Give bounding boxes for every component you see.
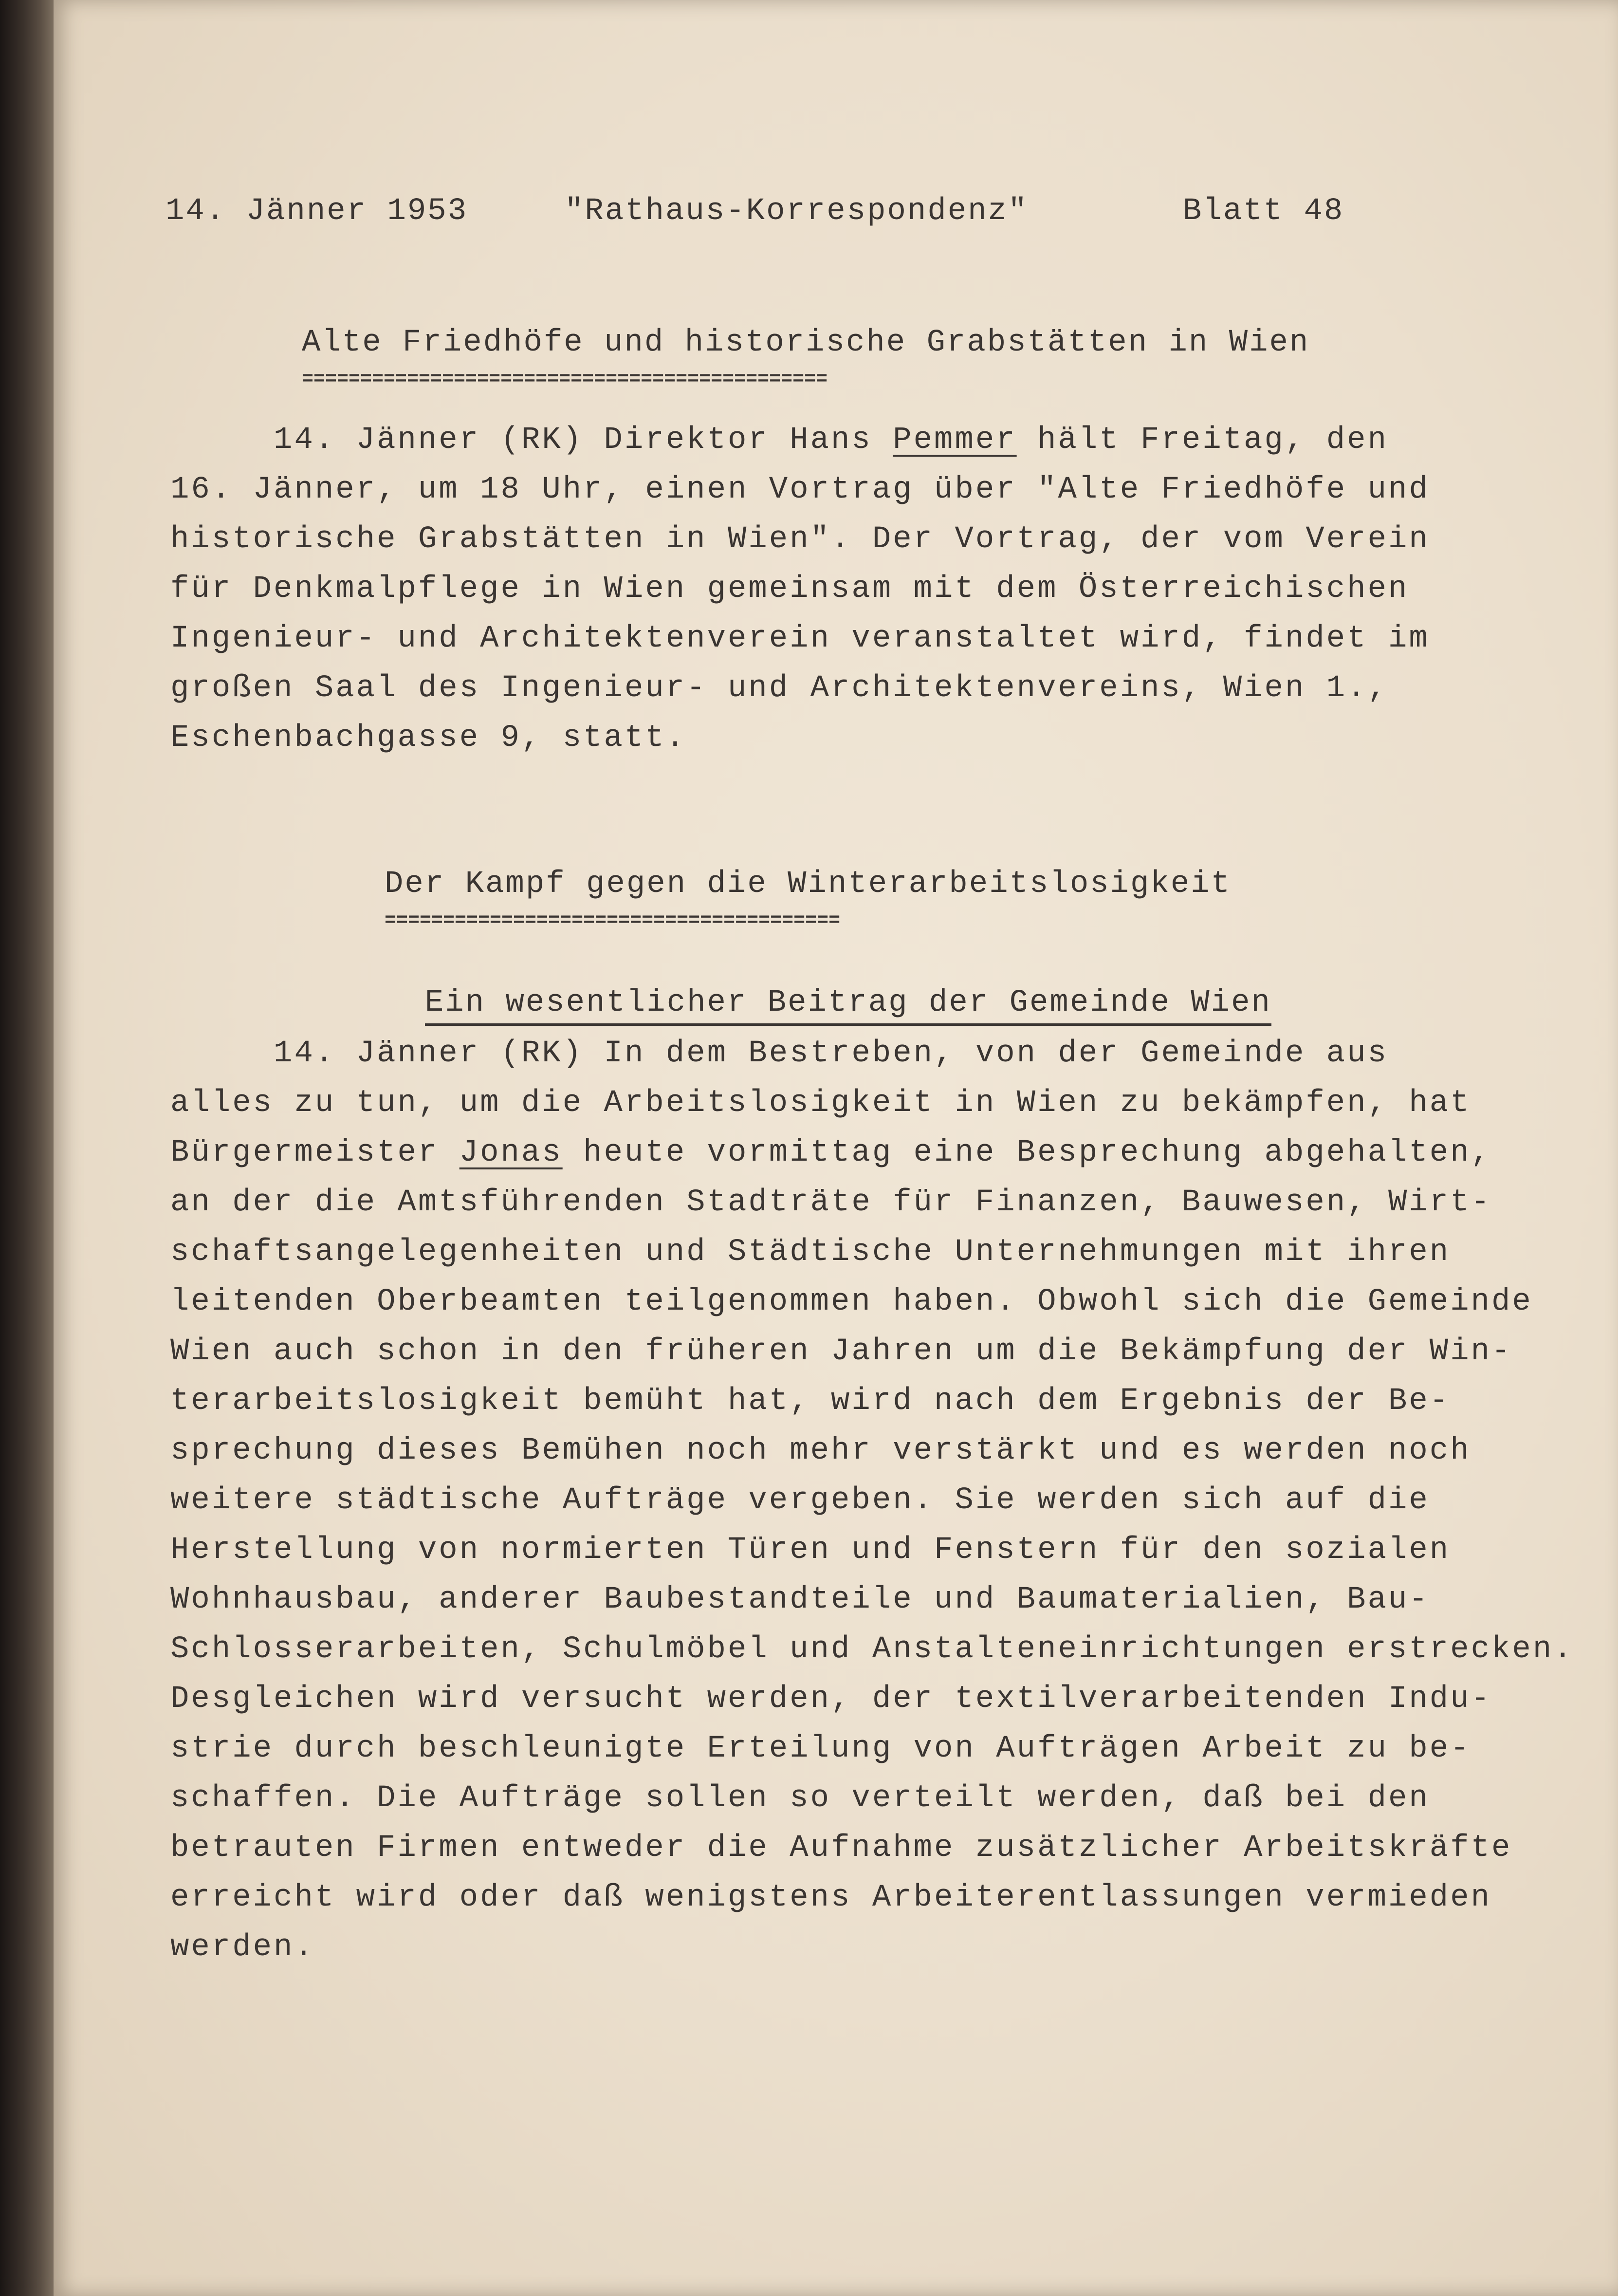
article1-line-7: Eschenbachgasse 9, statt. [170,721,687,756]
article2-line-15: strie durch beschleunigte Erteilung von Aufträgen Arbeit zu be- [170,1731,1471,1766]
article2-line-3: Bürgermeister Jonas heute vormittag eine Besprechung abgehalten, [170,1135,1491,1170]
article2-line-4: an der die Amtsführenden Stadträte für Finanzen, Bauwesen, Wirt- [170,1185,1491,1220]
article2-line-10: weitere städtische Aufträge vergeben. Sie werden sich auf die [170,1483,1430,1518]
article1-body [170,423,1430,770]
article2-name-jonas: Jonas [459,1135,563,1170]
article1-line-4: für Denkmalpflege in Wien gemeinsam mit dem Österreichischen [170,572,1409,607]
article1-line-3: historische Grabstätten in Wien". Der Vortrag, der vom Verein [170,522,1430,557]
article1-name-pemmer: Pemmer [893,423,1017,458]
header-publication: "Rathaus-Korrespondenz" [565,194,1029,229]
article2-line-9: sprechung dieses Bemühen noch mehr verstärkt und es werden noch [170,1433,1471,1468]
article2-subtitle-text: Ein wesentlicher Beitrag der Gemeinde Wien [425,985,1271,1026]
article2-line-2: alles zu tun, um die Arbeitslosigkeit in Wien zu bekämpfen, hat [170,1086,1471,1121]
article1-line-5: Ingenieur- und Architektenverein veranstaltet wird, findet im [170,621,1430,656]
article2-line-5: schaftsangelegenheiten und Städtische Unternehmungen mit ihren [170,1235,1451,1270]
article2-line-7: Wien auch schon in den früheren Jahren um die Bekämpfung der Win- [170,1334,1512,1369]
article2-title-rule: ======================================= [385,911,841,931]
article2-line-14: Desgleichen wird versucht werden, der textilverarbeitenden Indu- [170,1682,1491,1717]
article2-line-19: werden. [170,1930,315,1965]
article2-line-11: Herstellung von normierten Türen und Fenstern für den sozialen [170,1533,1451,1568]
header-date: 14. Jänner 1953 [165,194,468,229]
article2-body [170,1036,1574,1980]
article2-line-16: schaffen. Die Aufträge sollen so verteilt werden, daß bei den [170,1781,1430,1816]
article1-line-2: 16. Jänner, um 18 Uhr, einen Vortrag über "Alte Friedhöfe und [170,472,1430,507]
article1-title-rule: ============================================= [302,370,828,389]
book-binding-edge [0,0,58,2296]
article2-line-8: terarbeitslosigkeit bemüht hat, wird nach dem Ergebnis der Be- [170,1384,1451,1419]
article1-title: Alte Friedhöfe und historische Grabstätten in Wien [302,325,1310,360]
article2-line-12: Wohnhausbau, anderer Baubestandteile und Baumaterialien, Bau- [170,1582,1430,1617]
article2-line-18: erreicht wird oder daß wenigstens Arbeiterentlassungen vermieden [170,1880,1491,1915]
article2-line-17: betrauten Firmen entweder die Aufnahme zusätzlicher Arbeitskräfte [170,1831,1512,1866]
article2-line-6: leitenden Oberbeamten teilgenommen haben. Obwohl sich die Gemeinde [170,1284,1533,1319]
article1-line-1: 14. Jänner (RK) Direktor Hans Pemmer hält Freitag, den [170,423,1388,458]
article2-line-13: Schlosserarbeiten, Schulmöbel und Anstalteneinrichtungen erstrecken. [170,1632,1574,1667]
article1-line-6: großen Saal des Ingenieur- und Architektenvereins, Wien 1., [170,671,1388,706]
header-sheet-number: Blatt 48 [1183,194,1344,229]
article2-title: Der Kampf gegen die Winterarbeitslosigkeit [385,867,1232,902]
article2-line-1: 14. Jänner (RK) In dem Bestreben, von der Gemeinde aus [170,1036,1388,1071]
article2-subtitle [385,950,1271,1020]
